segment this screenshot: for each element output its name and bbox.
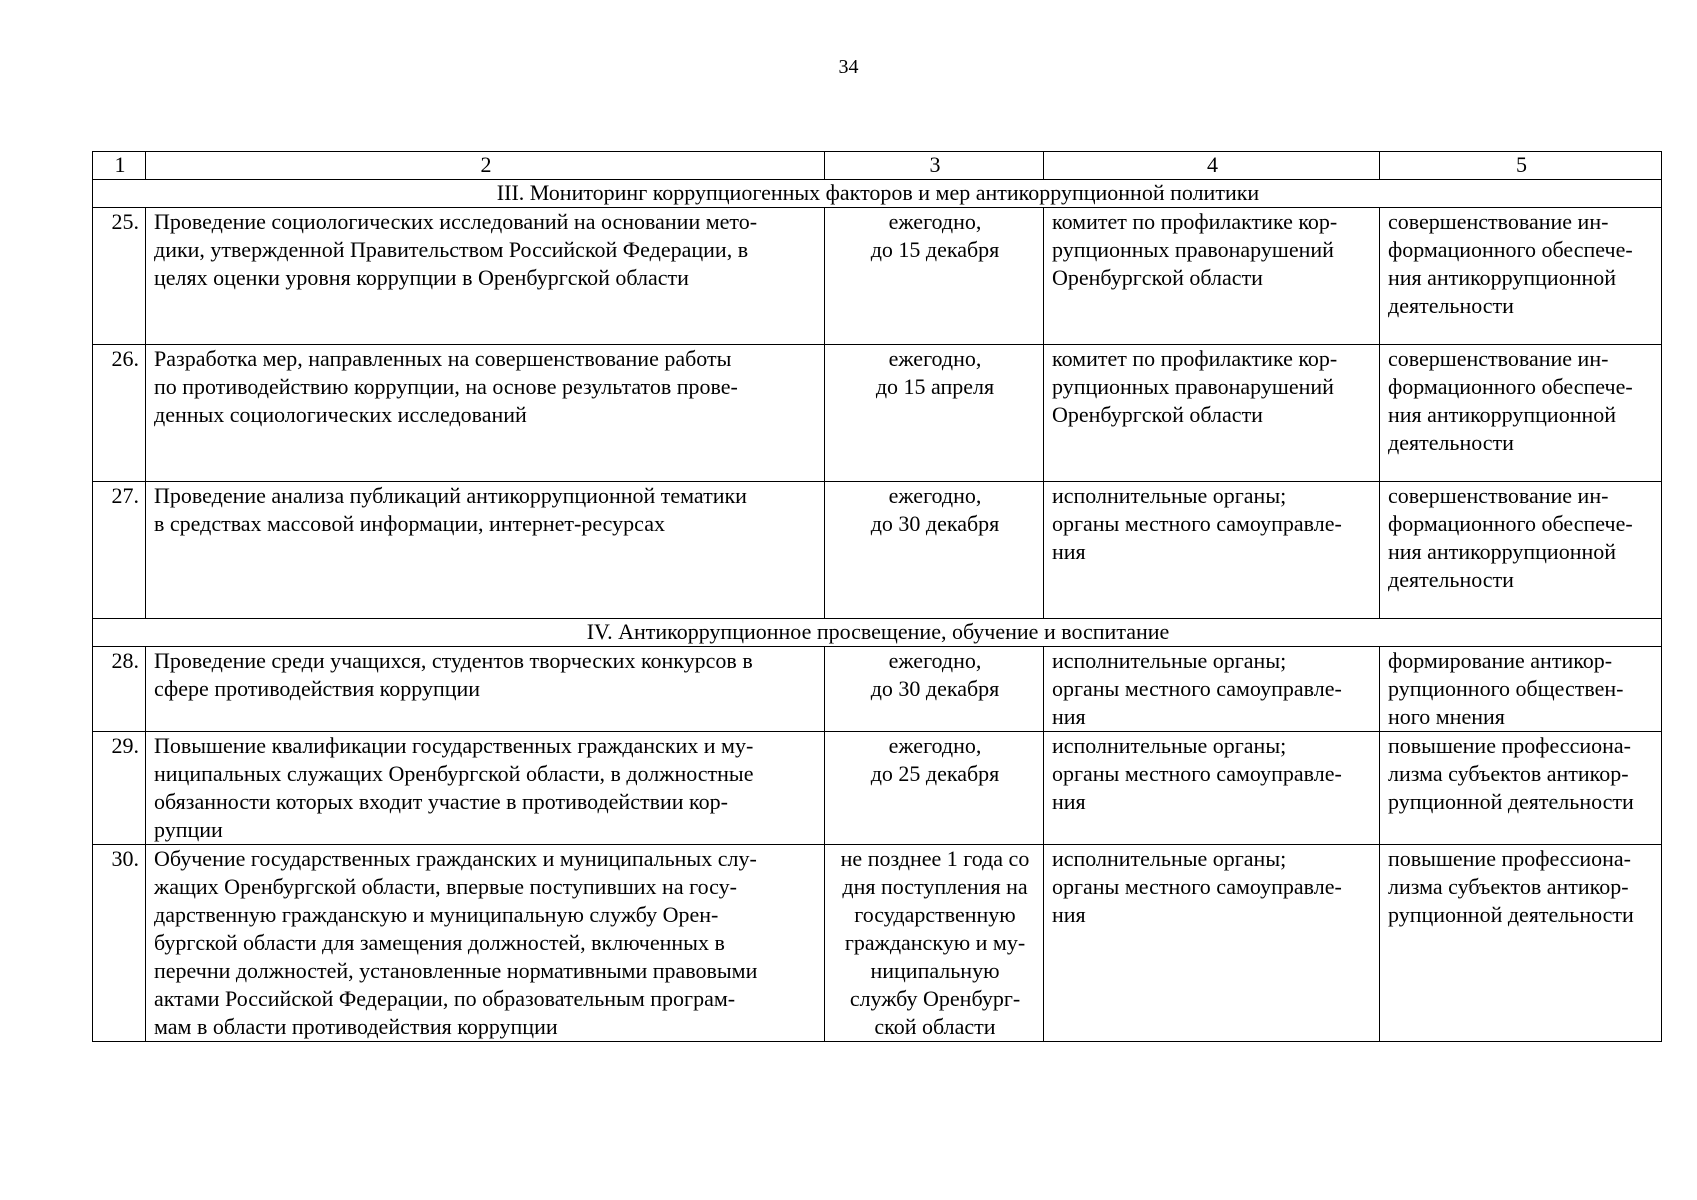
text-line: ниципальную [870, 958, 1000, 983]
section-title: IV. Антикоррупционное просвещение, обучение и воспитание [93, 619, 1662, 647]
deadline-cell [825, 482, 1044, 619]
text-line: органы местного самоуправле- [1052, 761, 1342, 786]
text-line: ния антикоррупционной [1388, 539, 1617, 564]
text-line: формационного обеспече- [1388, 237, 1633, 262]
text-line: по противодействию коррупции, на основе результатов прове- [154, 374, 738, 399]
activity-cell [146, 482, 825, 619]
text-line: ежегодно, [888, 346, 982, 371]
responsible-cell [1044, 482, 1380, 619]
text-line: Обучение государственных гражданских и муниципальных слу- [154, 846, 757, 871]
column-number-header-row [93, 152, 1662, 180]
text-line: комитет по профилактике кор- [1052, 209, 1338, 234]
table-row [93, 345, 1662, 482]
result-cell [1380, 345, 1662, 482]
text-line: Разработка мер, направленных на совершенствование работы [154, 346, 732, 371]
text-line: сфере противодействия коррупции [154, 676, 481, 701]
text-line: Проведение анализа публикаций антикоррупционной тематики [154, 483, 747, 508]
table-row [93, 208, 1662, 345]
deadline-cell [825, 647, 1044, 732]
activity-cell [146, 845, 825, 1042]
text-line: до 15 декабря [870, 237, 1000, 262]
column-header-1: 1 [93, 152, 146, 180]
text-line: актами Российской Федерации, по образовательным програм- [154, 986, 736, 1011]
row-number: 28. [93, 647, 146, 732]
table-row [93, 482, 1662, 619]
text-line: рупционных правонарушений [1052, 237, 1334, 262]
text-line: до 30 декабря [870, 511, 1000, 536]
text-line: жащих Оренбургской области, впервые поступивших на госу- [154, 874, 737, 899]
responsible-cell [1044, 732, 1380, 845]
text-line: лизма субъектов антикор- [1388, 874, 1629, 899]
text-line: Оренбургской области [1052, 265, 1263, 290]
row-number: 30. [93, 845, 146, 1042]
column-header-4: 4 [1044, 152, 1380, 180]
text-line: государственную [854, 902, 1016, 927]
result-cell [1380, 647, 1662, 732]
text-line: ежегодно, [888, 733, 982, 758]
text-line: дня поступления на [842, 874, 1028, 899]
table-row [93, 845, 1662, 1042]
text-line: ежегодно, [888, 209, 982, 234]
text-line: ниципальных служащих Оренбургской области, в должностные [154, 761, 754, 786]
text-line: комитет по профилактике кор- [1052, 346, 1338, 371]
result-cell [1380, 208, 1662, 345]
activity-cell [146, 647, 825, 732]
deadline-cell [825, 732, 1044, 845]
text-line: перечни должностей, установленные нормативными правовыми [154, 958, 758, 983]
text-line: в средствах массовой информации, интернет-ресурсах [154, 511, 665, 536]
text-line: исполнительные органы; [1052, 846, 1287, 871]
deadline-cell [825, 345, 1044, 482]
responsible-cell [1044, 208, 1380, 345]
responsible-cell [1044, 345, 1380, 482]
text-line: Оренбургской области [1052, 402, 1263, 427]
row-number: 29. [93, 732, 146, 845]
activity-cell [146, 208, 825, 345]
column-header-5: 5 [1380, 152, 1662, 180]
text-line: ния антикоррупционной [1388, 265, 1617, 290]
section-title: III. Мониторинг коррупциогенных факторов и мер антикоррупционной политики [93, 180, 1662, 208]
text-line: ежегодно, [888, 483, 982, 508]
text-line: ежегодно, [888, 648, 982, 673]
row-number: 27. [93, 482, 146, 619]
result-cell [1380, 732, 1662, 845]
section-header-row [93, 180, 1662, 208]
text-line: дарственную гражданскую и муниципальную службу Орен- [154, 902, 719, 927]
text-line: рупционной деятельности [1388, 902, 1634, 927]
text-line: ного мнения [1388, 704, 1505, 729]
text-line: дики, утвержденной Правительством Российской Федерации, в [154, 237, 749, 262]
table-row [93, 732, 1662, 845]
text-line: до 15 апреля [875, 374, 995, 399]
text-line: бургской области для замещения должностей, включенных в [154, 930, 725, 955]
text-line: обязанности которых входит участие в противодействии кор- [154, 789, 728, 814]
text-line: совершенствование ин- [1388, 483, 1609, 508]
text-line: рупционного обществен- [1388, 676, 1624, 701]
anticorruption-plan-table [92, 151, 1662, 1042]
text-line: деятельности [1388, 430, 1514, 455]
text-line: исполнительные органы; [1052, 648, 1287, 673]
section-header-row [93, 619, 1662, 647]
text-line: деятельности [1388, 567, 1514, 592]
row-number: 25. [93, 208, 146, 345]
text-line: повышение профессиона- [1388, 733, 1631, 758]
text-line: рупции [154, 817, 223, 842]
text-line: не позднее 1 года со [840, 846, 1030, 871]
text-line: рупционных правонарушений [1052, 374, 1334, 399]
result-cell [1380, 845, 1662, 1042]
text-line: Проведение социологических исследований на основании мето- [154, 209, 758, 234]
page-number: 34 [838, 56, 859, 78]
responsible-cell [1044, 647, 1380, 732]
text-line: деятельности [1388, 293, 1514, 318]
text-line: ния [1052, 902, 1086, 927]
text-line: формирование антикор- [1388, 648, 1613, 673]
result-cell [1380, 482, 1662, 619]
column-header-3: 3 [825, 152, 1044, 180]
row-number: 26. [93, 345, 146, 482]
text-line: исполнительные органы; [1052, 733, 1287, 758]
text-line: лизма субъектов антикор- [1388, 761, 1629, 786]
responsible-cell [1044, 845, 1380, 1042]
text-line: ния [1052, 789, 1086, 814]
text-line: Повышение квалификации государственных гражданских и му- [154, 733, 754, 758]
deadline-cell [825, 208, 1044, 345]
text-line: повышение профессиона- [1388, 846, 1631, 871]
text-line: исполнительные органы; [1052, 483, 1287, 508]
text-line: денных социологических исследований [154, 402, 527, 427]
text-line: органы местного самоуправле- [1052, 511, 1342, 536]
text-line: гражданскую и му- [844, 930, 1026, 955]
activity-cell [146, 345, 825, 482]
table-row [93, 647, 1662, 732]
text-line: рупционной деятельности [1388, 789, 1634, 814]
text-line: Проведение среди учащихся, студентов творческих конкурсов в [154, 648, 753, 673]
column-header-2: 2 [146, 152, 825, 180]
text-line: формационного обеспече- [1388, 374, 1633, 399]
activity-cell [146, 732, 825, 845]
text-line: целях оценки уровня коррупции в Оренбургской области [154, 265, 689, 290]
text-line: органы местного самоуправле- [1052, 874, 1342, 899]
text-line: ния [1052, 539, 1086, 564]
text-line: до 30 декабря [870, 676, 1000, 701]
text-line: службу Оренбург- [849, 986, 1021, 1011]
deadline-cell [825, 845, 1044, 1042]
text-line: совершенствование ин- [1388, 346, 1609, 371]
text-line: органы местного самоуправле- [1052, 676, 1342, 701]
text-line: ской области [874, 1014, 996, 1039]
text-line: ния антикоррупционной [1388, 402, 1617, 427]
text-line: совершенствование ин- [1388, 209, 1609, 234]
text-line: до 25 декабря [870, 761, 1000, 786]
text-line: мам в области противодействия коррупции [154, 1014, 558, 1039]
text-line: ния [1052, 704, 1086, 729]
text-line: формационного обеспече- [1388, 511, 1633, 536]
